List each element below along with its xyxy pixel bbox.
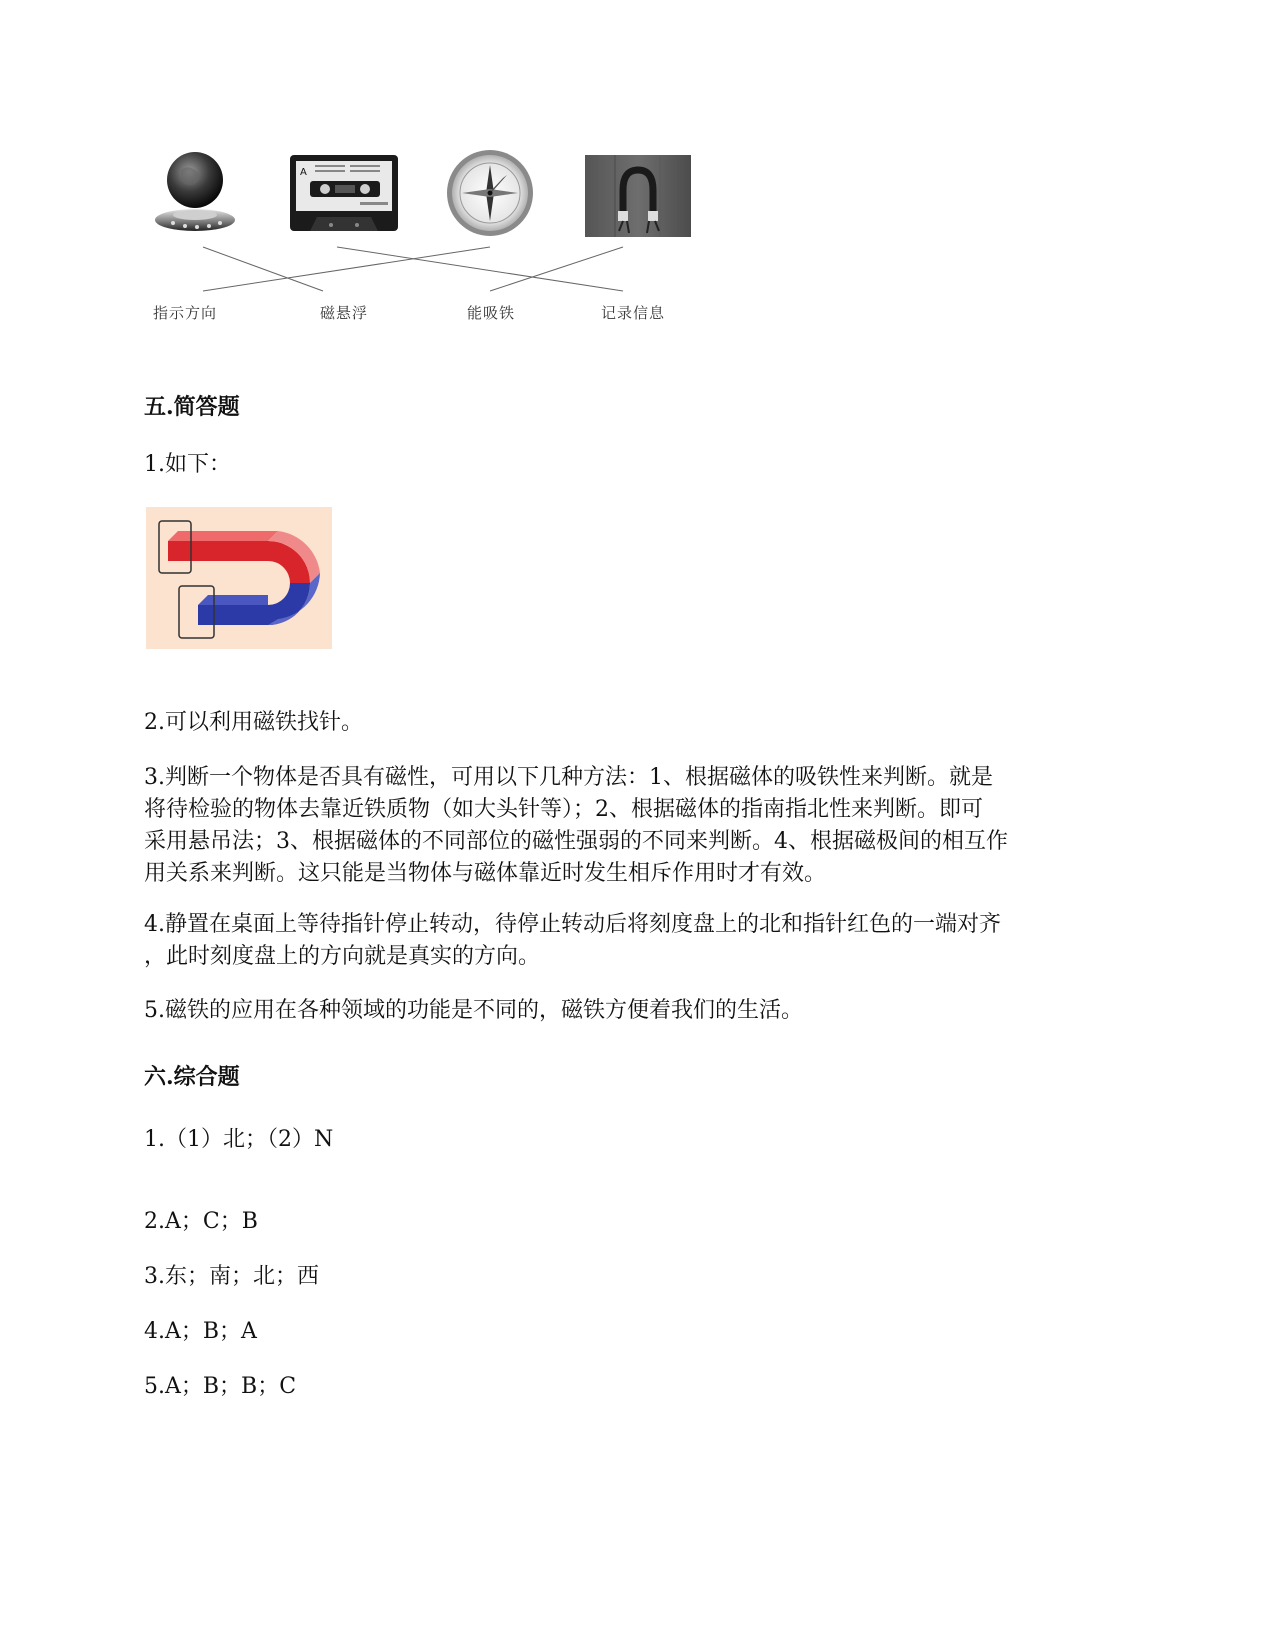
section5-title: 五.简答题 [144, 394, 240, 420]
section5-q1: 1.如下： [144, 452, 231, 477]
section6-answer-2: 2.A；C；B [144, 1209, 258, 1234]
section5-q4-line: ，此时刻度盘上的方向就是真实的方向。 [144, 944, 541, 969]
section6-title: 六.综合题 [144, 1064, 240, 1090]
section5-q4 [144, 909, 1144, 973]
u-magnet-svg [146, 507, 332, 649]
section6-answer-5: 5.A；B；B；C [144, 1374, 297, 1399]
compass-icon [447, 150, 533, 236]
match-label-maglev: 磁悬浮 [320, 304, 369, 322]
match-label-attract-iron: 能吸铁 [467, 304, 516, 322]
svg-text:A: A [300, 167, 307, 178]
section5-q3-line: 用关系来判断。这只能是当物体与磁体靠近时发生相斥作用时才有效。 [144, 861, 827, 886]
matching-lines [203, 247, 623, 291]
section6-answer-4: 4.A；B；A [144, 1319, 257, 1344]
section5-q3-line: 采用悬吊法；3、根据磁体的不同部位的磁性强弱的不同来判断。4、根据磁极间的相互作 [144, 829, 1008, 854]
match-label-direction: 指示方向 [153, 304, 218, 322]
horseshoe-magnet-icon [585, 155, 691, 237]
match-label-record-info: 记录信息 [601, 304, 666, 322]
u-magnet-figure [146, 507, 332, 649]
levitating-globe-icon [155, 152, 235, 231]
section5-q3-line: 将待检验的物体去靠近铁质物（如大头针等）；2、根据磁体的指南指北性来判断。即可 [144, 797, 983, 822]
section5-q4-line: 4.静置在桌面上等待指针停止转动，待停止转动后将刻度盘上的北和指针红色的一端对齐 [144, 912, 1001, 937]
cassette-tape-icon [290, 155, 398, 231]
section5-q2: 2.可以利用磁铁找针。 [144, 710, 363, 735]
section6-answer-3: 3.东；南；北；西 [144, 1264, 319, 1289]
section5-q3-line: 3.判断一个物体是否具有磁性，可用以下几种方法：1、根据磁体的吸铁性来判断。就是 [144, 765, 993, 790]
section6-answer-1: 1.（1）北；（2）N [144, 1127, 334, 1152]
section5-q3 [144, 762, 1144, 890]
section5-q5: 5.磁铁的应用在各种领域的功能是不同的，磁铁方便着我们的生活。 [144, 998, 803, 1023]
